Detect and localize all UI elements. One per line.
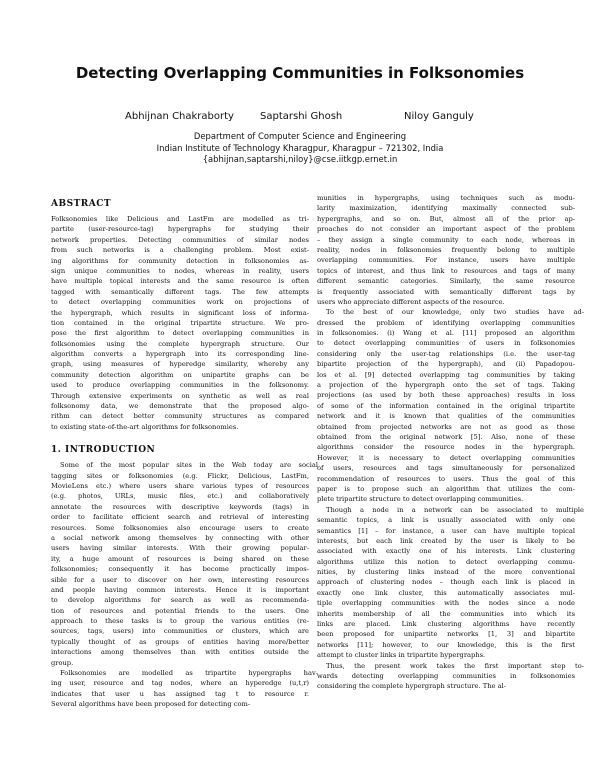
text-line: algorithms utilize this notion to detect overlapping commu-: [317, 557, 575, 566]
text-line: users who appreciate different aspects of the resource.: [317, 297, 505, 306]
text-line: indicates that user u has assigned tag t to resource r.: [51, 689, 309, 698]
text-line: Folksonomies are modelled as tripartite hypergraphs hav-: [60, 669, 318, 678]
text-line: MovieLens etc.) where users share various types of resources: [51, 481, 309, 490]
text-line: wards detecting overlapping communities in folksonomies: [317, 671, 575, 680]
text-line: annotate the resources with descriptive keywords (tags) in: [51, 502, 309, 511]
text-line: used to produce overlapping communities in the folksonomy.: [51, 381, 309, 390]
text-line: approach of clustering nodes – though each link is placed in: [317, 578, 575, 587]
text-line: graph, using measures of hyperedge similarity, whereby any: [51, 360, 309, 369]
text-line: ing user, resource and tag nodes, where an hyperedge (u,t,r): [51, 679, 309, 688]
text-line: tiple overlapping communities with the nodes since a node: [317, 599, 575, 608]
text-line: Some of the most popular sites in the Web today are social: [60, 461, 318, 470]
text-line: semantics [1] – for instance, a user can have multiple topical: [317, 526, 575, 535]
text-line: However, it is necessary to detect overlapping communities: [317, 453, 575, 462]
text-line: larity maximization, identifying maximally connected sub-: [317, 204, 575, 213]
text-line: nities, by clustering links instead of the more conventional: [317, 568, 575, 577]
author-name: Abhijnan Chakraborty: [125, 111, 234, 122]
text-line: different semantic categories. Similarly, the same resource: [317, 277, 575, 286]
text-line: munities in hypergraphs, using techniques such as modu-: [317, 194, 575, 202]
author-name: Niloy Ganguly: [404, 111, 474, 122]
text-line: Though a node in a network can be associated to multiple: [326, 505, 584, 514]
text-line: hypergraphs, and so on. But, almost all of the prior ap-: [317, 214, 575, 223]
abstract-body: [51, 214, 309, 432]
body-paragraph: [317, 661, 584, 692]
text-line: from such networks is a challenging problem. Most exist-: [51, 246, 309, 255]
text-line: recommendation of resources to users. Thus the goal of this: [317, 474, 575, 483]
right-column: [317, 193, 584, 692]
text-line: resources. Some folksonomies also encourage users to create: [51, 523, 309, 532]
text-line: associated with exactly one of his interests. Link clustering: [317, 547, 575, 556]
affiliation-institute: Indian Institute of Technology Kharagpur, Kharagpur – 721302, India: [156, 142, 444, 153]
text-line: tion of resources and potential friends to the users. One: [51, 606, 309, 615]
text-line: is frequently associated with semantically different tags by: [317, 287, 575, 296]
text-line: typically thought of as groups of entities having more/better: [51, 637, 309, 646]
text-line: to detect overlapping communities of users in folksonomies: [317, 339, 575, 348]
text-line: in folksonomies. (i) Wang et al. [11] proposed an algorithm: [317, 329, 575, 338]
text-line: reality, nodes in folksonomies frequently belong to multiple: [317, 245, 575, 254]
text-line: plete tripartite structure to detect overlapping communities.: [317, 495, 524, 504]
text-line: tagging sites or folksonomies (e.g. Flickr, Delicious, LastFm,: [51, 471, 309, 480]
author-list: [0, 111, 600, 125]
text-line: proaches do not consider an important aspect of the problem: [317, 225, 575, 234]
text-line: attempt to cluster links in tripartite hypergraphs.: [317, 651, 486, 660]
text-line: interests, but each link created by the user is likely to be: [317, 536, 575, 545]
text-line: considering only the user-tag relationships (i.e. the user-tag: [317, 349, 575, 358]
paper-title: Detecting Overlapping Communities in Folksonomies: [75, 64, 525, 82]
text-line: community detection algorithm on unipartite graphs can be: [51, 370, 309, 379]
abstract-heading: ABSTRACT: [51, 199, 112, 209]
text-line: have multiple topical interests and the same resource is often: [51, 277, 309, 286]
text-line: been proposed for unipartite networks [1, 3] and bipartite: [317, 630, 575, 639]
introduction-paragraph: [51, 460, 318, 668]
affiliation-email: {abhijnan,saptarshi,niloy}@cse.iitkgp.ernet.in: [202, 154, 398, 164]
text-line: a social network among themselves by connecting with other: [51, 533, 309, 542]
text-line: tion contained in the original tripartite structure. We pro-: [51, 318, 309, 327]
text-line: and people having common interests. Hence it is important: [51, 585, 309, 594]
text-line: rithm can detect better community structures as compared: [51, 412, 309, 421]
text-line: – they assign a single community to each node, whereas in: [317, 235, 575, 244]
text-line: considering the complete hypergraph structure. The al-: [317, 682, 506, 691]
text-line: folksonomy data, we demonstrate that the proposed algo-: [51, 402, 309, 411]
text-line: approach to these tasks is to group the various entities (re-: [51, 617, 309, 626]
text-line: tagged with semantically different tags. The few attempts: [51, 287, 309, 296]
text-line: the hypergraph, which results in significant loss of informa-: [51, 308, 309, 317]
text-line: paper is to propose such an algorithm that utilizes the com-: [317, 484, 575, 493]
text-line: obtained from projected networks are not as good as those: [317, 422, 575, 431]
body-paragraph: [317, 505, 584, 661]
text-line: algorithm converts a hypergraph into its corresponding line-: [51, 350, 309, 359]
text-line: ing algorithms for community detection in folksonomies as-: [51, 256, 309, 265]
text-line: networks [11]; however, to our knowledge, this is the first: [317, 640, 575, 649]
text-line: order to facilitate efficient search and retrieval of interesting: [51, 513, 309, 522]
text-line: Folksonomies like Delicious and LastFm are modelled as tri-: [51, 215, 309, 223]
author-name: Saptarshi Ghosh: [260, 111, 343, 122]
text-line: network and it is known that qualities of the communities: [317, 412, 575, 421]
text-line: folksonomies using the complete hypergraph structure. Our: [51, 339, 309, 348]
text-line: network properties. Detecting communities of similar nodes: [51, 235, 309, 244]
text-line: semantic topics, a link is usually associated with only one: [317, 516, 575, 525]
text-line: Thus, the present work takes the first important step to-: [326, 661, 584, 670]
affiliation-department: Department of Computer Science and Engineering: [193, 131, 407, 141]
text-line: pose the first algorithm to detect overlapping communities in: [51, 329, 309, 338]
affiliation: [0, 131, 600, 166]
text-line: to existing state-of-the-art algorithms for folksonomies.: [51, 422, 239, 431]
text-line: of users, resources and tags simultaneously for personalized: [317, 464, 575, 473]
introduction-paragraph: [51, 668, 318, 710]
text-line: users having similar interests. With their growing popular-: [51, 544, 309, 553]
text-line: to develop algorithms for search as well as recommenda-: [51, 596, 309, 605]
text-line: Several algorithms have been proposed for detecting com-: [51, 700, 251, 709]
text-line: links are placed. Link clustering algorithms have recently: [317, 620, 575, 629]
text-line: exactly one link cluster, this automatically associates mul-: [317, 588, 575, 597]
text-line: interactions among themselves than with entities outside the: [51, 648, 309, 657]
introduction-heading: 1. INTRODUCTION: [51, 445, 156, 456]
text-line: group.: [51, 658, 74, 667]
text-line: sign unique communities to nodes, whereas in reality, users: [51, 266, 309, 275]
text-line: algorithms consider the resource nodes in the hypergraph.: [317, 443, 575, 452]
left-column: [51, 196, 318, 710]
body-paragraph: [317, 193, 575, 307]
text-line: partite (user-resource-tag) hypergraphs for studying their: [51, 225, 309, 234]
text-line: ity, a huge amount of resources is being shared on these: [51, 554, 309, 563]
text-line: inherits membership of all the communities into which its: [317, 609, 575, 618]
text-line: of some of the information contained in the original tripartite: [317, 401, 575, 410]
text-line: overlapping communities. For instance, users have multiple: [317, 256, 575, 265]
body-paragraph: [317, 307, 584, 504]
text-line: projections (as used by both these approaches) results in loss: [317, 391, 575, 400]
text-line: to detect overlapping communities work on projections of: [51, 298, 309, 307]
text-line: los et al. [9] detected overlapping tag communities by taking: [317, 370, 575, 379]
text-line: bipartite projection of the hypergraph), and (ii) Papadopou-: [317, 360, 575, 369]
text-line: Through extensive experiments on synthetic as well as real: [51, 391, 309, 400]
text-line: (e.g. photos, URLs, music files, etc.) and collaboratively: [51, 492, 309, 501]
text-line: a projection of the hypergraph onto the set of tags. Taking: [317, 381, 575, 390]
text-line: dressed the problem of identifying overlapping communities: [317, 318, 575, 327]
text-line: sources, tags, users) into communities or clusters, which are: [51, 627, 309, 636]
text-line: folksonomies; consequently it has become practically impos-: [51, 565, 309, 574]
text-line: To the best of our knowledge, only two studies have ad-: [326, 308, 584, 317]
text-line: topics of interest, and thus link to resources and tags of many: [317, 266, 575, 275]
text-line: obtained from the original network [5]. Also, none of these: [317, 432, 575, 441]
text-line: sible for a user to discover on her own, interesting resources: [51, 575, 309, 584]
